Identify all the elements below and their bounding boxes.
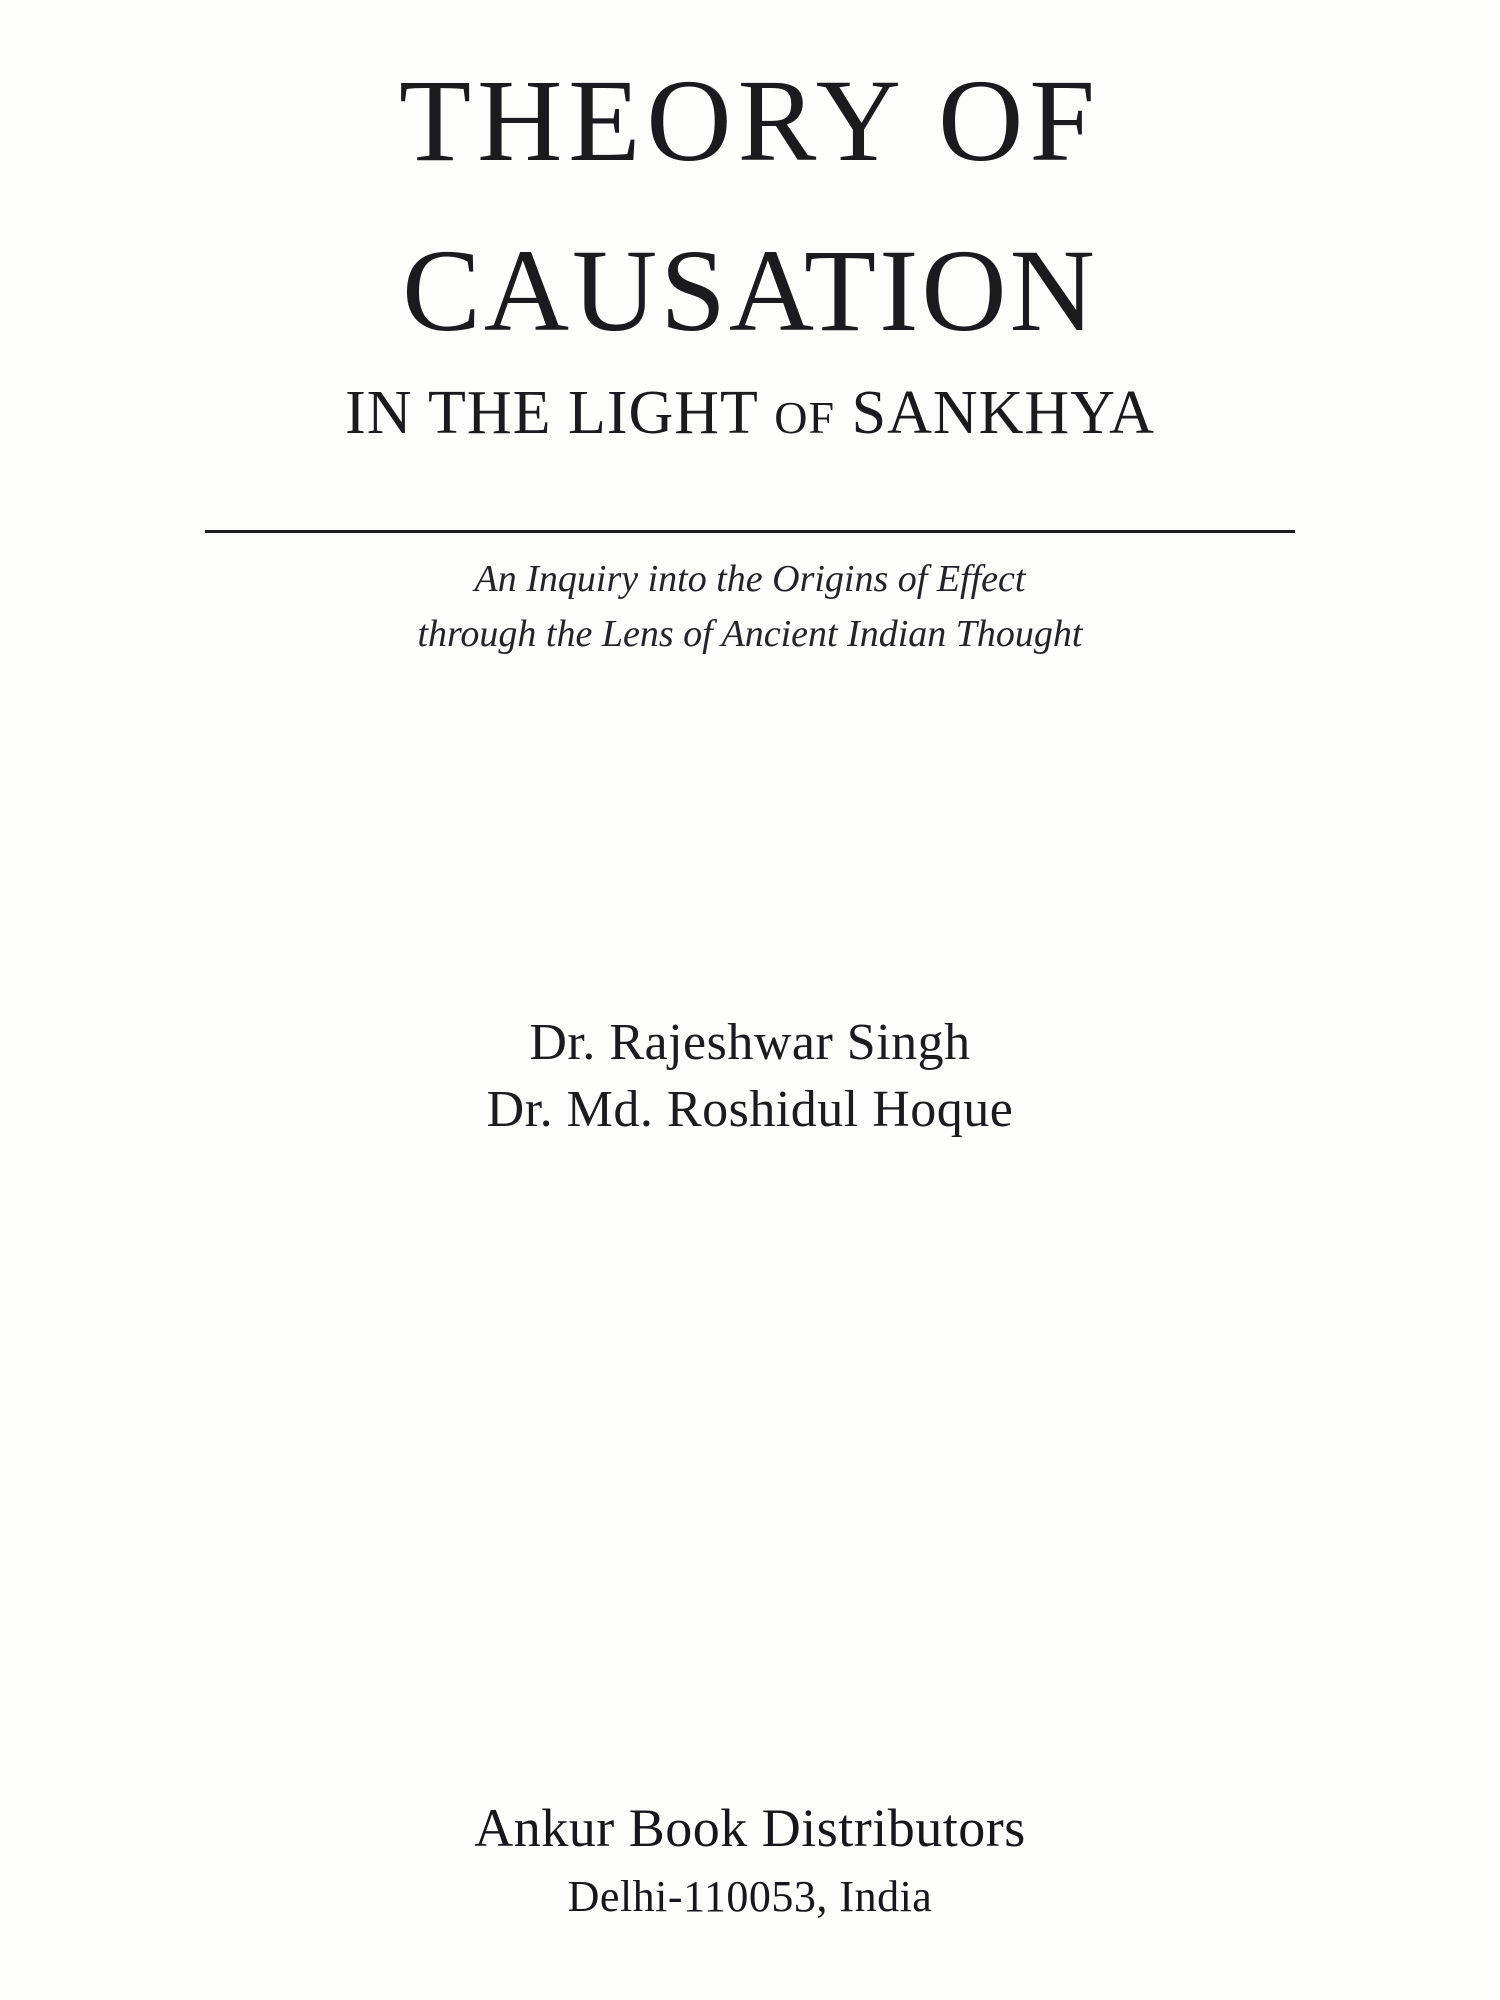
- tagline-line-2: through the Lens of Ancient Indian Thought: [417, 613, 1083, 656]
- title-block: [0, 55, 1500, 449]
- author-list: [0, 1010, 1500, 1143]
- subtitle-part-2: SANKHYA: [835, 379, 1155, 447]
- publisher-name: Ankur Book Distributors: [474, 1798, 1026, 1858]
- page-title-line-2: CAUSATION: [402, 225, 1098, 356]
- author-name: Dr. Rajeshwar Singh: [529, 1014, 971, 1071]
- divider-rule: [205, 530, 1295, 533]
- page-subtitle: [0, 378, 1500, 449]
- subtitle-of: OF: [774, 392, 836, 443]
- subtitle-part-1: IN THE LIGHT: [345, 379, 775, 447]
- tagline-line-1: An Inquiry into the Origins of Effect: [474, 558, 1026, 600]
- author-name: Dr. Md. Roshidul Hoque: [486, 1080, 1014, 1138]
- publisher-location: Delhi-110053, India: [567, 1872, 933, 1921]
- publisher-block: [0, 1797, 1500, 1922]
- tagline: [0, 552, 1500, 662]
- page-title-line-1: THEORY OF: [399, 55, 1101, 186]
